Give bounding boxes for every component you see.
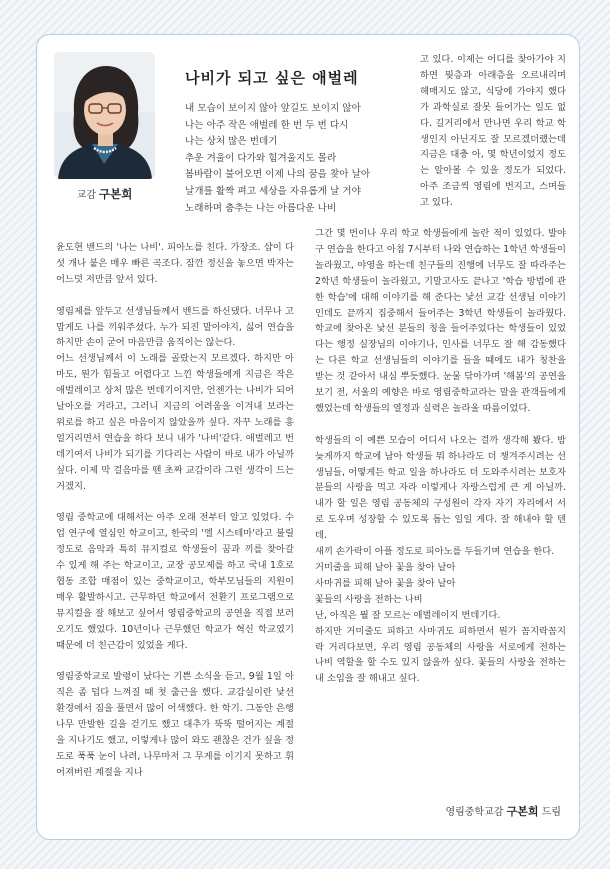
poem [185, 101, 407, 217]
paragraph: 윤도현 밴드의 '나는 나비'. 피아노를 친다. 가장조. 샵이 다섯 개나 붙은 매우 빠른 곡조다. 잠깐 정신을 놓으면 박자는 어느덧 저만큼 앞서 있다. [56, 242, 294, 285]
right-column [315, 226, 566, 687]
paragraph: 어느 선생님께서 이 노래를 골랐는지 모르겠다. 하지만 아마도, 뭔가 힘들고 어렵다고 느낀 학생들에게 지금은 작은 애벌레이고 상처 많은 번데기이지만, 언젠가는 나비가 되어 날아오를 거라고, 그러니 지금의 어려움을 이겨내 보라는 위로를 하고 싶은 마음이지 않았을까 싶다. 자꾸 노래를 흥얼거리면서 연습을 하다 보니 내가 '나비'같다. 애벌레고 번데기여서 나비가 되기를 기다리는 사람이 바로 내가 아닐까 싶다. 이제 막 걸음마를 뗀 초짜 교감이라 그런 생각이 드는 거겠지. [56, 353, 294, 492]
article-title: 나비가 되고 싶은 애벌레 [185, 69, 359, 87]
paragraph: 고 있다. 이제는 어디를 찾아가야 지 하면 뭣층과 아래층을 오르내리며 헤매지도 않고, 식당에 가야지 했다가 과학실로 잘못 들어가는 일도 없다. 길거리에서 만나면 우리 학교 학생인지 아닌지도 잘 모르겠더랬는데 지금은 대충 아, 몇 학년이었지 정도는 알아볼 수 있을 정도가 되었다. 아주 조금씩 영림에 번지고, 스며들고 있다. [420, 54, 566, 209]
paragraph: 난, 아직은 뭘 잘 모르는 애벌레이지 번데기다. [315, 609, 501, 621]
lyric-line: 거미줄을 피해 날아 꽃을 찾아 날아 [315, 562, 456, 574]
lyric-line: 꽃들의 사랑을 전하는 나비 [315, 593, 423, 605]
author-photo [54, 52, 155, 179]
paragraph: 영림제를 앞두고 선생님들께서 밴드를 하신댔다. 너무나 고맙게도 나를 끼워주셨다. 누가 되진 말아야지, 싫어 연습을 하지만 손이 굳어 마음만큼 움직이는 않는다. [56, 305, 294, 349]
poem-line: 추운 겨울이 다가와 힘겨울지도 몰라 [185, 152, 337, 164]
paragraph: 새끼 손가락이 아플 정도로 피아노를 두들기며 연습을 한다. [315, 546, 555, 558]
poem-line: 노래하며 춤추는 나는 아름다운 나비 [185, 202, 337, 214]
right-top-column [420, 52, 566, 211]
article-card [36, 34, 580, 840]
signature-name: 구본희 [506, 805, 539, 818]
left-column [56, 240, 294, 781]
paragraph: 학생들의 이 예쁜 모습이 어디서 나오는 걸까 생각해 봤다. 밤 늦게까지 학교에 남아 학생들 뭐 하나라도 더 챙겨주시려는 선생님들, 어떻게든 학교 일을 하나라도 더 도와주시려는 보호자 분들의 사랑을 먹고 자라 이렇게나 자랑스럽게 큰 게 아닐까. 내가 할 일은 영림 공동체의 구성원이 각자 자기 자리에서 서로 도우며 성장할 수 있도록 돕는 일일 게다. 잘 해내야 할 텐데. [315, 434, 566, 542]
poem-line: 날개를 활짝 펴고 세상을 자유롭게 날 거야 [185, 185, 361, 197]
paragraph: 영림중학교로 발령이 났다는 기쁜 소식을 듣고, 9월 1일 아직은 좀 덥다 느껴질 때 첫 출근을 했다. 교감실이란 낯선 환경에서 짐을 풀면서 많이 어색했다. 한 학기. 그동안 은행나무 만발한 길을 걷기도 했고 대추가 뚝뚝 떨어지는 계절을 지나기도 했고, 이렇게나 많이 와도 괜찮은 건가 싶을 정도로 푹푹 눈이 나려, 나무마저 그 무게를 이기지 못하고 휘어져버린 계절을 지나 [56, 671, 294, 778]
author-role: 교감 [76, 190, 96, 201]
poem-line: 나는 상처 많은 번데기 [185, 136, 278, 148]
lyric-line: 사마귀를 피해 날아 꽃을 찾아 날아 [315, 577, 456, 589]
signature-suffix: 드림 [541, 807, 561, 818]
signature-prefix: 영림중학교감 [445, 807, 504, 818]
poem-line: 봄바람이 불어오면 이제 나의 꿈을 찾아 날아 [185, 169, 371, 181]
poem-line: 나는 아주 작은 애벌레 한 번 두 번 다시 [185, 119, 349, 131]
author-name: 구본희 [99, 187, 133, 201]
paragraph: 하지만 거미줄도 피하고 사마귀도 피하면서 뭔가 꼼지락꼼지락 거리다보면, 우리 영림 공동체의 사랑을 서로에게 전하는 나비 역할을 할 수도 있지 않을까 싶다. 꽃들의 사랑을 전하는 내 소임을 잘 해내고 싶다. [315, 625, 566, 685]
poem-line: 내 모습이 보이지 않아 앞길도 보이지 않아 [185, 103, 361, 114]
signature [445, 803, 561, 819]
paragraph: 그간 몇 번이나 우리 학교 학생들에게 놀란 적이 있었다. 발야구 연습을 한다고 아침 7시부터 나와 연습하는 1학년 학생들이 놀라웠고, 야영을 하는데 친구들의 진행에 너무도 잘 따라주는 2학년 학생들이 놀라웠고, 기말고사도 끝나고 '학습 방법에 관한 학습'에 대해 이야기를 해 준다는 낯선 교감 선생님 이야기인데도 끝까지 집중해서 들어주는 3학년 학생들이 놀라웠다. 학교에 찾아온 낯선 분들의 칭을 들어주었다는 학생들이 있었다는 행정 실장님의 이야기나, 인사를 너무도 잘 해 감동했다는 다른 학교 선생님들의 이야기를 들을 때에도 내가 칭찬을 받는 것 같아서 내심 뿌듯했다. 눈물 닦아가며 '해봄'의 공연을 보기 전, 서울의 예향은 바로 영림중학교라는 말을 관객들에게 했었는데 학생들의 열정과 실력은 놀라울 따름이었다. [315, 228, 567, 414]
author-caption [54, 186, 155, 202]
paragraph: 영림 중학교에 대해서는 아주 오래 전부터 알고 있었다. 수업 연구에 열심인 학교이고, 한국의 '엘 시스테마'라고 불릴 정도로 음악과 특히 뮤지컬로 학생들이 꿈과 끼를 찾아갈 수 있게 해 주는 학교이고, 교장 공모제를 하고 국내 1호로 협동 조합 매점이 있는 중학교이고, 학부모님들의 지원이 매우 활발하시고. 근무하던 학교에서 전환기 프로그램으로 뮤지컬을 잘 해보고 싶어서 영림중학교의 공연을 직접 보러오기도 했었다. 10년이나 근무했던 학교가 혁신 학교였기 때문에 더 친근감이 있었을 게다. [56, 512, 294, 651]
